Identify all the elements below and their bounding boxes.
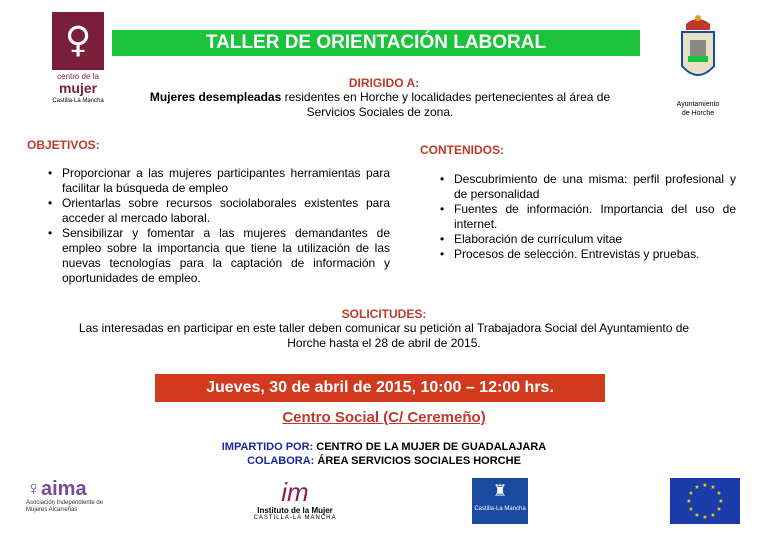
venus-symbol-icon: ♀ <box>64 20 92 61</box>
impartido-line <box>0 440 768 454</box>
svg-text:★: ★ <box>702 482 708 489</box>
svg-text:★: ★ <box>688 490 694 497</box>
list-item: • Orientarlas sobre recursos sociolaborales existentes para acceder al mercado laboral. <box>44 196 390 226</box>
page-title: TALLER DE ORIENTACIÓN LABORAL <box>112 30 640 56</box>
list-item: • Procesos de selección. Entrevistas y pruebas. <box>436 247 736 262</box>
svg-text:★: ★ <box>686 498 692 505</box>
svg-text:★: ★ <box>716 506 722 513</box>
logo-line3: Castilla-La Mancha <box>52 98 104 104</box>
instituto-line1: Instituto de la Mujer <box>257 506 333 515</box>
list-item: • Proporcionar a las mujeres participantes herramientas para facilitar la búsqueda de empleo <box>44 166 390 196</box>
impartido-label: IMPARTIDO POR: <box>221 441 314 453</box>
centro-mujer-logo <box>52 12 104 110</box>
eu-flag-icon <box>670 478 740 524</box>
colabora-line <box>0 454 768 468</box>
dirigido-text <box>130 90 630 120</box>
aima-logo <box>26 478 106 528</box>
svg-text:★: ★ <box>694 484 700 491</box>
coat-caption-line2: de Horche <box>681 110 715 117</box>
contenidos-heading: CONTENIDOS: <box>420 143 504 157</box>
svg-text:★: ★ <box>716 490 722 497</box>
svg-text:★: ★ <box>694 512 700 519</box>
objetivos-list <box>44 166 390 286</box>
list-item: • Sensibilizar y fomentar a las mujeres demandantes de empleo sobre la importancia que tiene la utilización de las nuevas tecnologías para la captación de información y oportunidades de empleo. <box>44 226 390 286</box>
castle-icon: ♜ <box>492 483 508 500</box>
list-item: • Elaboración de currículum vitae <box>436 232 736 247</box>
aima-name: aima <box>41 478 87 500</box>
list-item: • Fuentes de información. Importancia del uso de internet. <box>436 202 736 232</box>
aima-sub: Asociación Independiente de Mujeres Alcarreñas <box>26 500 104 513</box>
coat-caption <box>660 100 736 118</box>
date-banner: Jueves, 30 de abril de 2015, 10:00 – 12:00 hrs. <box>155 374 605 402</box>
credits <box>0 440 768 468</box>
logo-line2: mujer <box>58 80 98 96</box>
svg-text:★: ★ <box>710 512 716 519</box>
clm-logo <box>472 478 528 524</box>
coat-caption-line1: Ayuntamiento <box>676 101 720 108</box>
venus-symbol-icon: ♀ <box>26 478 41 500</box>
svg-text:★: ★ <box>710 484 716 491</box>
dirigido-rest: residentes en Horche y localidades pertenecientes al área de Servicios Sociales de zona. <box>281 90 611 119</box>
contenidos-list <box>436 172 736 262</box>
solicitudes-text: Las interesadas en participar en este taller deben comunicar su petición al Trabajadora Social del Ayuntamiento de Horche hasta el 28 de abril de 2015. <box>78 321 690 350</box>
impartido-value: CENTRO DE LA MUJER DE GUADALAJARA <box>313 441 547 453</box>
svg-text:★: ★ <box>702 514 708 521</box>
im-glyph-icon: im <box>281 477 309 507</box>
colabora-label: COLABORA: <box>247 455 315 467</box>
instituto-line2: CASTILLA-LA MANCHA <box>253 515 337 521</box>
venue: Centro Social (C/ Ceremeño) <box>282 409 486 426</box>
logo-line1: centro de la <box>57 72 99 81</box>
dirigido-heading: DIRIGIDO A: <box>348 76 420 90</box>
clm-caption: Castilla-La Mancha <box>474 506 526 512</box>
svg-text:★: ★ <box>688 506 694 513</box>
colabora-value: ÁREA SERVICIOS SOCIALES HORCHE <box>314 455 521 467</box>
dirigido-bold: Mujeres desempleadas <box>149 90 282 104</box>
solicitudes-heading: SOLICITUDES: <box>341 307 427 321</box>
objetivos-heading: OBJETIVOS: <box>27 138 100 152</box>
svg-text:★: ★ <box>718 498 724 505</box>
list-item: • Descubrimiento de una misma: perfil profesional y de personalidad <box>436 172 736 202</box>
instituto-logo <box>250 478 340 528</box>
